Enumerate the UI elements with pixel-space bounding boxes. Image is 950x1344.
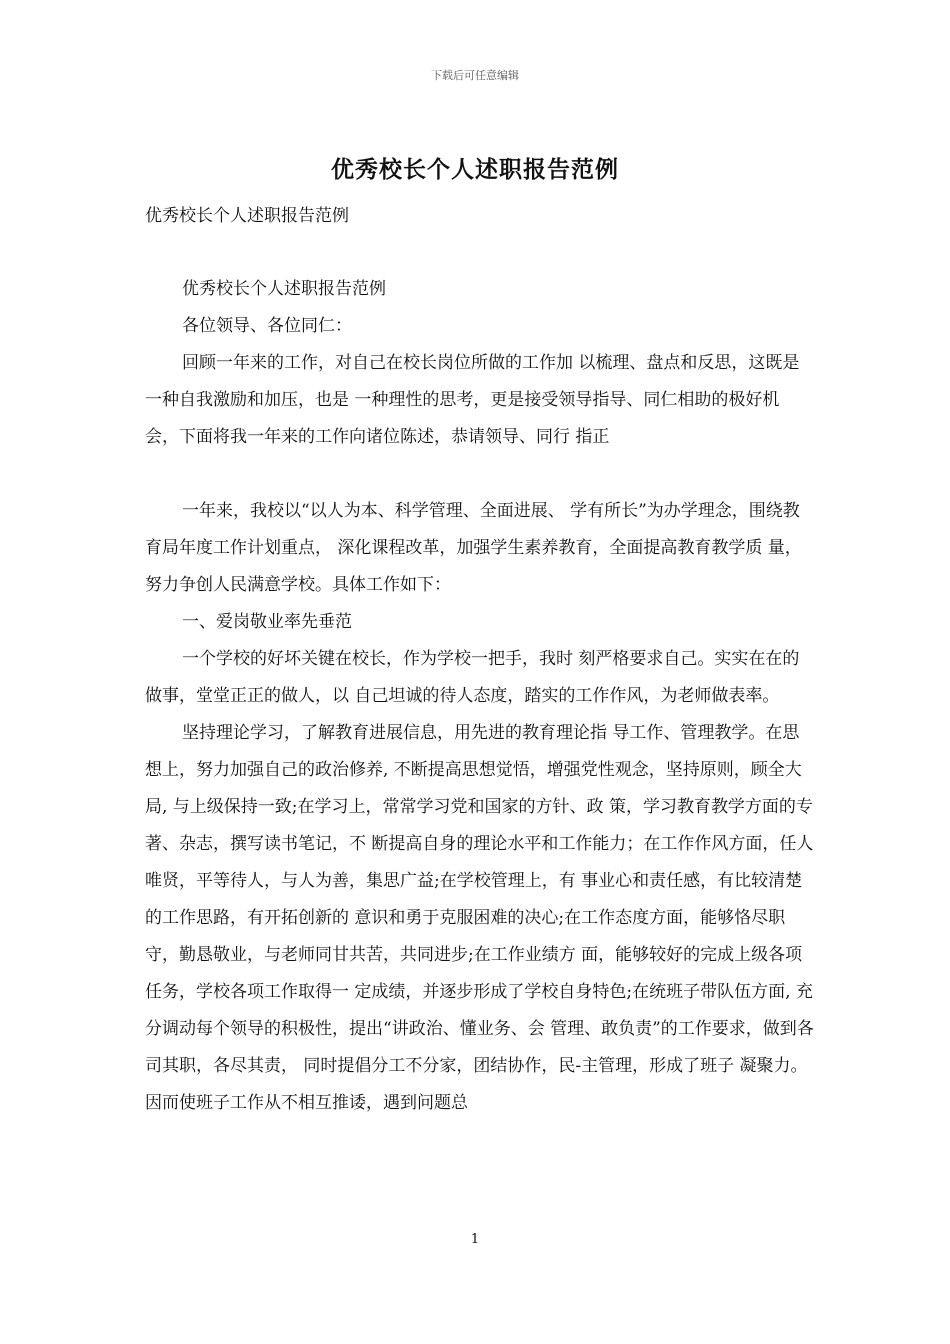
body-paragraph-salutation: 各位领导、各位同仁： <box>182 316 352 336</box>
document-title: 优秀校长个人述职报告范例 <box>331 156 619 183</box>
body-paragraph: 坚持理论学习，了解教育进展信息，用先进的教育理论指 导工作、管理教学。在思想上，努力加强自己的政治修养, 不断提高思想觉悟，增强党性观念，坚持原则，顾全大局, 与上级保持一致;在学习上，常常学习党和国家的方针、政 策，学习教育教学方面的专著、杂志，撰写读书笔记，不 断提高自身的理论水平和工作能力；在工作作风方面，任人 唯贤，平等待人，与人为善，集思广益;在学校管理上，有 事业心和责任感，有比较清楚的工作思路，有开拓创新的 意识和勇于克服困难的决心;在工作态度方面，能够恪尽职 守，勤恳敬业，与老师同甘共苦，共同进步;在工作业绩方 面，能够较好的完成上级各项任务，学校各项工作取得一 定成绩，并逐步形成了学校自身特色;在统班子带队伍方面, 充分调动每个领导的积极性，提出“讲政治、懂业务、会 管理、敢负责”的工作要求，做到各司其职，各尽其责， 同时提倡分工不分家，团结协作，民-主管理，形成了班子 凝聚力。因而使班子工作从不相互推诿，遇到问题总 <box>145 723 814 1113</box>
body-paragraph: 一个学校的好坏关键在校长，作为学校一把手，我时 刻严格要求自己。实实在在的做事，堂堂正正的做人，以 自己坦诚的待人态度，踏实的工作作风，为老师做表率。 <box>145 649 800 706</box>
page-header-note: 下载后可任意编辑 <box>431 69 519 82</box>
page-number: 1 <box>470 1232 480 1247</box>
section-heading: 一、爱岗敬业率先垂范 <box>182 612 352 632</box>
body-paragraph-intro: 回顾一年来的工作，对自己在校长岗位所做的工作加 以梳理、盘点和反思，这既是一种自我激励和加压，也是 一种理性的思考，更是接受领导指导、同仁相助的极好机 会，下面将我一年来的工作向诸位陈述，恭请领导、同行 指正 <box>145 353 800 447</box>
document-subtitle: 优秀校长个人述职报告范例 <box>145 206 349 226</box>
body-paragraph-heading: 优秀校长个人述职报告范例 <box>182 279 386 299</box>
document-body <box>145 271 815 1122</box>
body-paragraph-overview: 一年来，我校以“以人为本、科学管理、全面进展、 学有所长”为办学理念，围绕教育局年度工作计划重点， 深化课程改革，加强学生素养教育，全面提高教育教学质 量，努力争创人民满意学校。具体工作如下： <box>145 501 802 595</box>
